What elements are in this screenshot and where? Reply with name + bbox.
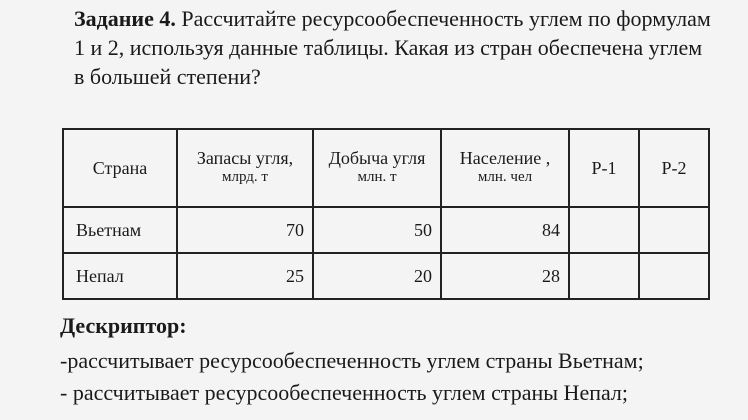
- cell-reserves: 25: [177, 253, 313, 299]
- header-reserves: Запасы угля, млрд. т: [177, 129, 313, 207]
- header-p1: Р-1: [569, 129, 639, 207]
- task-label: Задание 4.: [74, 6, 176, 31]
- header-population: Население , млн. чел: [441, 129, 569, 207]
- descriptor-item-vietnam: -рассчитывает ресурсообеспеченность углем страны Вьетнам;: [60, 348, 644, 373]
- header-country: Страна: [63, 129, 177, 207]
- cell-population: 28: [441, 253, 569, 299]
- cell-production: 20: [313, 253, 441, 299]
- cell-population: 84: [441, 207, 569, 253]
- table-row: [63, 253, 709, 299]
- header-production: Добыча угля млн. т: [313, 129, 441, 207]
- table-row: [63, 207, 709, 253]
- cell-country: Непал: [63, 253, 177, 299]
- cell-production: 50: [313, 207, 441, 253]
- task-paragraph: [74, 4, 714, 91]
- cell-p2: [639, 207, 709, 253]
- task-text: Рассчитайте ресурсообеспеченность углем по формулам 1 и 2, используя данные таблицы. Какая из стран обеспечена углем в большей степени?: [74, 6, 711, 89]
- cell-p1: [569, 253, 639, 299]
- header-p2: Р-2: [639, 129, 709, 207]
- cell-p2: [639, 253, 709, 299]
- cell-country: Вьетнам: [63, 207, 177, 253]
- descriptor-item-nepal: - рассчитывает ресурсообеспеченность углем страны Непал;: [60, 380, 629, 405]
- cell-reserves: 70: [177, 207, 313, 253]
- cell-p1: [569, 207, 639, 253]
- table-header-row: [63, 129, 709, 207]
- coal-data-table: [62, 128, 710, 300]
- descriptor-title: Дескриптор:: [60, 313, 187, 338]
